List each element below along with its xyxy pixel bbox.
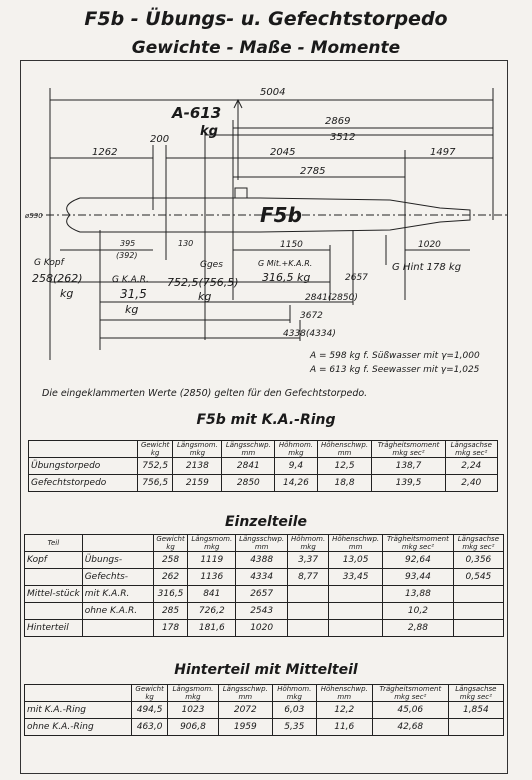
dim-2045: 2045 [270,147,296,158]
table-cell: 494,5 [132,702,168,719]
table1-header: Gewicht kg [138,441,173,458]
g-ges-unit: kg [198,290,212,303]
table-row [25,719,504,736]
table-cell: 1020 [236,620,288,637]
table2-header: Trägheitsmoment mkg sec² [383,535,454,552]
table-cell: 258 [153,552,188,569]
table-cell: 33,45 [329,569,383,586]
table-cell: 752,5 [138,458,173,475]
table-cell: 18,8 [317,475,372,492]
document-title: F5b - Übungs- u. Gefechtstorpedo [84,8,448,30]
table-cell: 181,6 [188,620,236,637]
lift-unit: kg [200,124,218,139]
g-kopf-unit: kg [60,287,74,300]
table-row [25,702,504,719]
table-cell: 1136 [188,569,236,586]
table-cell: 726,2 [188,603,236,620]
table-cell: 6,03 [272,702,316,719]
table-cell: Mittel-stück [25,586,83,603]
dim-diameter: ø530 [25,212,43,220]
table-cell [453,603,503,620]
table-cell: 2543 [236,603,288,620]
table1-header: Trägheitsmoment mkg sec² [372,441,445,458]
table-cell: 463,0 [132,719,168,736]
table2-header: Längsschwp. mm [236,535,288,552]
table-cell: 4334 [236,569,288,586]
table-cell: 2159 [173,475,222,492]
table-cell: 12,5 [317,458,372,475]
torpedo-drawing [0,60,532,390]
dim-1262: 1262 [92,147,118,158]
table-cell: 2,88 [383,620,454,637]
table-cell: 13,88 [383,586,454,603]
table-cell: 2072 [218,702,272,719]
table-hinterteil [24,684,504,736]
table-row [25,620,504,637]
table3-header [25,685,132,702]
table-row [29,475,498,492]
table2-header [82,535,153,552]
table-cell: Übungstorpedo [29,458,138,475]
table-cell: 13,05 [329,552,383,569]
table-cell: ohne K.A.R. [82,603,153,620]
table-row [25,603,504,620]
table-f5b [28,440,498,492]
table-cell: Gefechtstorpedo [29,475,138,492]
table-cell: 906,8 [168,719,218,736]
table-cell [25,603,83,620]
table-cell: 2841 [222,458,275,475]
table-cell: 92,64 [383,552,454,569]
table1-title: F5b mit K.A.-Ring [196,412,336,428]
table2-header: Teil [25,535,83,552]
table-cell: Gefechts- [82,569,153,586]
table-cell: Hinterteil [25,620,83,637]
table-cell: 841 [188,586,236,603]
table-cell: 285 [153,603,188,620]
table-cell [448,719,503,736]
g-ges-value: 752,5(756,5) [167,276,239,289]
table-cell [329,586,383,603]
lift-force: A-613 [172,104,222,122]
dim-3672: 3672 [300,311,323,321]
bracket-note: Die eingeklammerten Werte (2850) gelten für den Gefechtstorpedo. [42,388,368,399]
dim-2869: 2869 [325,116,351,127]
table-cell: 1023 [168,702,218,719]
table1-header: Höhenschwp. mm [317,441,372,458]
table-row [25,586,504,603]
table3-header: Höhmom. mkg [272,685,316,702]
table-cell [288,620,329,637]
table-cell: Übungs- [82,552,153,569]
table-cell: 5,35 [272,719,316,736]
g-ges-label: Gges [200,260,223,270]
g-mit-label: G Mit.+K.A.R. [258,259,313,268]
table-cell: 756,5 [138,475,173,492]
g-mit-value: 316,5 kg [262,271,311,284]
table-cell: 178 [153,620,188,637]
dim-2785: 2785 [300,166,326,177]
table1-header [29,441,138,458]
table-cell: mit K.A.R. [82,586,153,603]
table-cell [329,620,383,637]
table-cell: 1959 [218,719,272,736]
dim-5004: 5004 [260,87,286,98]
table-cell [329,603,383,620]
table-cell: 8,77 [288,569,329,586]
dim-2657: 2657 [345,273,368,283]
torpedo-label: F5b [260,203,302,227]
table-cell: 2138 [173,458,222,475]
table1-header: Längsmom. mkg [173,441,222,458]
table2-title: Einzelteile [224,514,308,530]
dim-395: 395 [120,239,136,248]
table-cell [288,586,329,603]
table3-title: Hinterteil mit Mittelteil [174,662,358,678]
table-cell: 93,44 [383,569,454,586]
document-subtitle: Gewichte - Maße - Momente [131,38,401,58]
table-cell: 9,4 [275,458,317,475]
table-cell: 2850 [222,475,275,492]
table3-header: Längsmom. mkg [168,685,218,702]
table-cell: Kopf [25,552,83,569]
dim-200: 200 [150,134,170,145]
table-cell [25,569,83,586]
dim-392: (392) [116,251,138,260]
table-cell: 262 [153,569,188,586]
table-cell: 2,40 [445,475,497,492]
table1-header: Längsschwp. mm [222,441,275,458]
table2-header: Gewicht kg [153,535,188,552]
table-row [25,552,504,569]
table-cell: 2,24 [445,458,497,475]
table-einzelteile [24,534,504,637]
table3-header: Längsschwp. mm [218,685,272,702]
dim-2841: 2841(2850) [305,293,358,303]
table-cell: ohne K.A.-Ring [25,719,132,736]
table-cell: 139,5 [372,475,445,492]
table-cell: 1,854 [448,702,503,719]
g-kar-label: G K.A.R. [112,275,149,285]
table-cell: 0,356 [453,552,503,569]
table2-header: Längsmom. mkg [188,535,236,552]
table-cell: 4388 [236,552,288,569]
table-cell: 14,26 [275,475,317,492]
table-cell: 42,68 [372,719,448,736]
table-cell: 45,06 [372,702,448,719]
g-kopf-value: 258(262) [32,272,83,285]
table-cell: 2657 [236,586,288,603]
table-cell: 3,37 [288,552,329,569]
table-cell: mit K.A.-Ring [25,702,132,719]
table3-header: Gewicht kg [132,685,168,702]
table-cell: 138,7 [372,458,445,475]
note-a2: A = 613 kg f. Seewasser mit γ=1,025 [310,365,480,375]
g-kopf-label: G Kopf [34,258,64,268]
table-row [29,458,498,475]
g-hint: G Hint 178 kg [392,262,462,273]
table-row [25,569,504,586]
table-cell: 1119 [188,552,236,569]
table2-header: Höhenschwp. mm [329,535,383,552]
table-cell [82,620,153,637]
table-cell [453,620,503,637]
table3-header: Höhenschwp. mm [316,685,372,702]
table2-header: Höhmom. mkg [288,535,329,552]
table1-header: Längsachse mkg sec² [445,441,497,458]
table-cell: 12,2 [316,702,372,719]
table2-header: Längsachse mkg sec² [453,535,503,552]
table-cell: 0,545 [453,569,503,586]
table-cell [453,586,503,603]
note-a1: A = 598 kg f. Süßwasser mit γ=1,000 [310,351,480,361]
table-cell [288,603,329,620]
dim-1020: 1020 [418,240,441,250]
table3-header: Längsachse mkg sec² [448,685,503,702]
table-cell: 316,5 [153,586,188,603]
dim-1150: 1150 [280,240,303,250]
table3-header: Trägheitsmoment mkg sec² [372,685,448,702]
g-kar-unit: kg [125,303,139,316]
table1-header: Höhmom. mkg [275,441,317,458]
table-cell: 11,6 [316,719,372,736]
kar-ring-box [235,188,247,198]
dim-130: 130 [178,239,194,248]
g-kar-value: 31,5 [120,287,147,301]
dim-3512: 3512 [330,132,356,143]
dim-1497: 1497 [430,147,456,158]
table-cell: 10,2 [383,603,454,620]
dim-4338: 4338(4334) [283,329,336,339]
